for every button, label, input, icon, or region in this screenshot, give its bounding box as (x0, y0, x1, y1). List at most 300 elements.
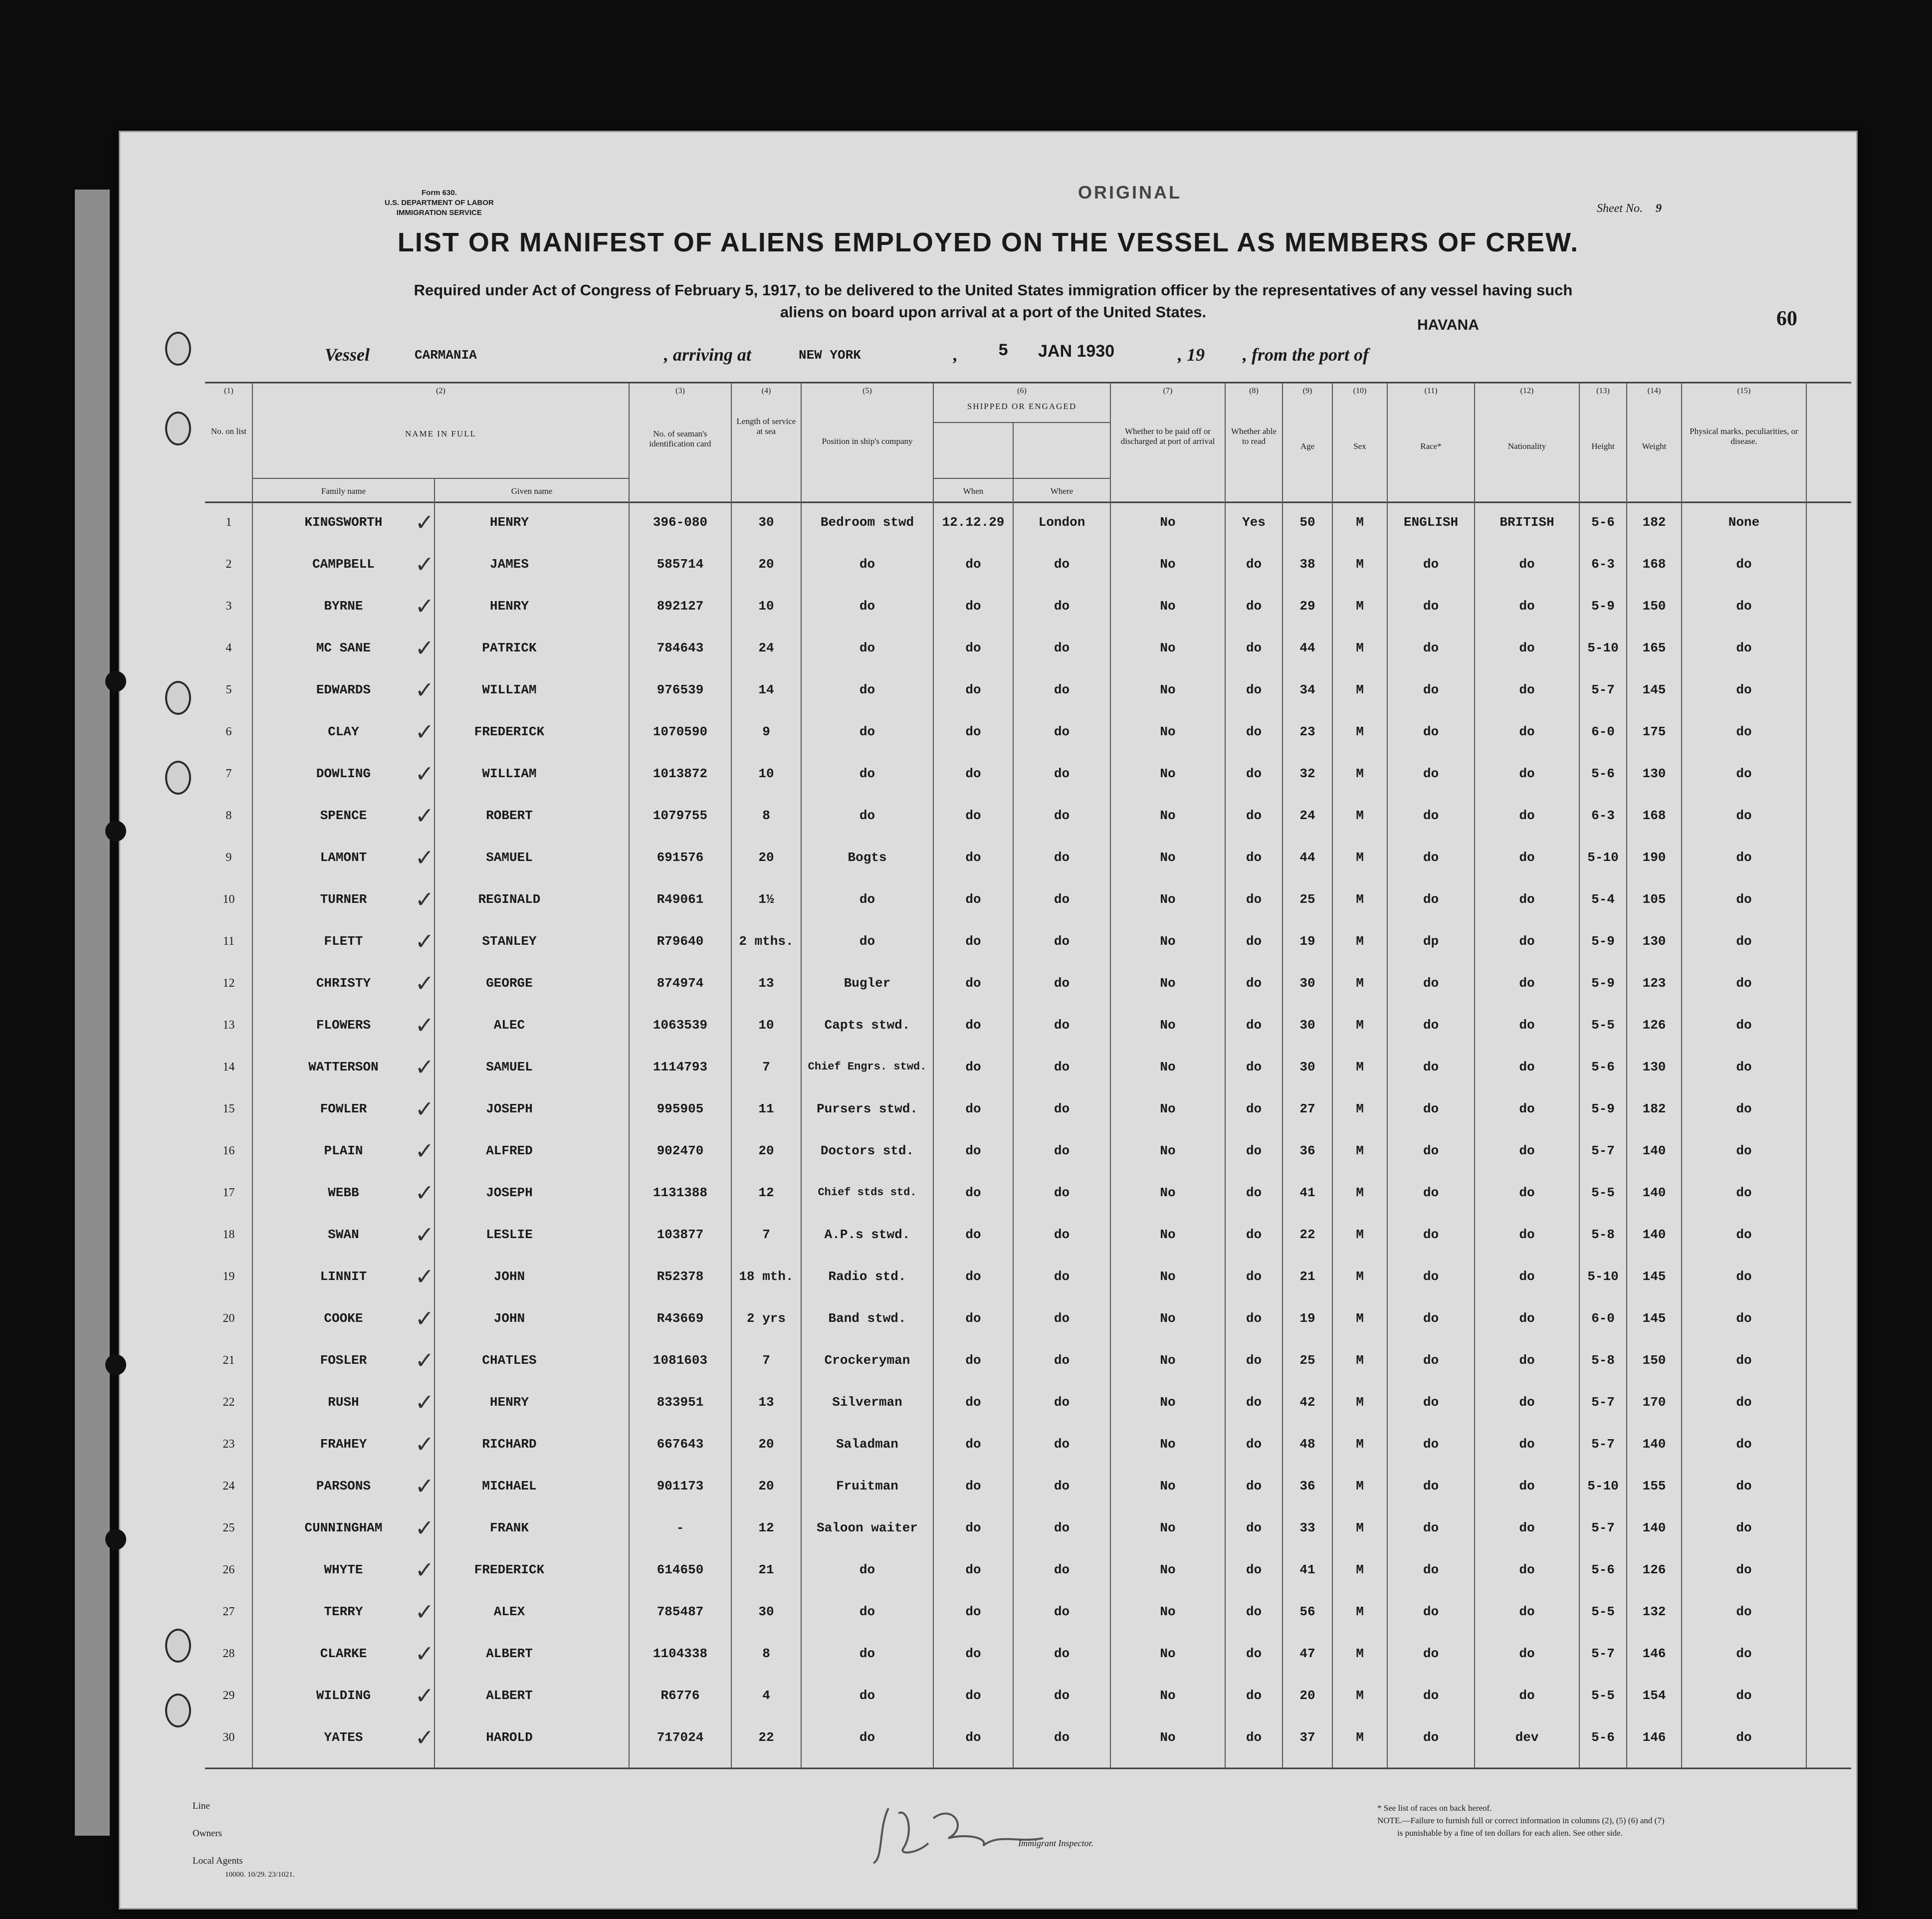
cell-family: WATTERSON (308, 1060, 379, 1074)
column-number: (10) (1353, 387, 1367, 395)
cell-service: 14 (758, 682, 774, 697)
page-number: 60 (1776, 307, 1797, 330)
cell-position: Saladman (836, 1437, 898, 1452)
cell-when: do (965, 1604, 981, 1619)
cell-paid: No (1160, 1227, 1176, 1242)
cell-no: 6 (225, 725, 232, 738)
cell-nationality: do (1519, 557, 1535, 572)
cell-position: Doctors std. (820, 1143, 914, 1158)
cell-paid: No (1160, 1437, 1176, 1452)
cell-read: do (1246, 934, 1262, 949)
cell-race: do (1423, 1060, 1439, 1074)
cell-nationality: do (1519, 1311, 1535, 1326)
cell-when: do (965, 934, 981, 949)
cell-race: do (1423, 682, 1439, 697)
cell-marks: do (1736, 1269, 1752, 1284)
column-number: (11) (1424, 387, 1438, 395)
cell-given: HAROLD (486, 1730, 533, 1745)
checkmark-icon: ✓ (415, 1473, 434, 1499)
cell-given: HENRY (489, 599, 529, 614)
cell-nationality: do (1519, 850, 1535, 865)
cell-family: MC SANE (316, 640, 371, 655)
cell-read: do (1246, 1353, 1262, 1368)
cell-read: do (1246, 1143, 1262, 1158)
cell-read: do (1246, 1688, 1262, 1703)
manifest-page (119, 131, 1858, 1910)
cell-where: do (1054, 850, 1070, 865)
cell-position: do (859, 1604, 875, 1619)
cell-when: do (965, 599, 981, 614)
comma-separator: , (953, 345, 958, 365)
header-age: Age (1300, 441, 1315, 451)
cell-marks: do (1736, 1437, 1752, 1452)
cell-sex: M (1356, 1018, 1364, 1033)
cell-paid: No (1160, 808, 1176, 823)
binder-hole (105, 1529, 126, 1550)
cell-weight: 182 (1642, 515, 1666, 530)
cell-age: 36 (1299, 1479, 1315, 1493)
binder-hole (105, 671, 126, 692)
cell-given: ROBERT (486, 808, 533, 823)
cell-position: Chief stds std. (818, 1186, 917, 1199)
cell-read: do (1246, 1646, 1262, 1661)
cell-read: do (1246, 1520, 1262, 1535)
footer-note-2: is punishable by a fine of ten dollars for each alien. See other side. (1397, 1828, 1623, 1838)
cell-position: Radio std. (828, 1269, 906, 1284)
cell-sex: M (1356, 1437, 1364, 1452)
cell-age: 41 (1299, 1185, 1315, 1200)
cell-marks: do (1736, 1604, 1752, 1619)
cell-position: do (859, 640, 875, 655)
cell-when: do (965, 976, 981, 991)
cell-service: 7 (762, 1227, 770, 1242)
cell-paid: No (1160, 682, 1176, 697)
cell-no: 1 (225, 516, 232, 529)
cell-paid: No (1160, 1730, 1176, 1745)
table-row (205, 1677, 1851, 1714)
vessel-label: Vessel (325, 345, 370, 365)
cell-position: do (859, 1562, 875, 1577)
cell-race: do (1423, 976, 1439, 991)
cell-family: EDWARDS (316, 682, 371, 697)
cell-sex: M (1356, 1688, 1364, 1703)
cell-given: FRANK (489, 1520, 529, 1535)
cell-service: 10 (758, 766, 774, 781)
punch-hole (165, 1629, 191, 1663)
cell-marks: do (1736, 724, 1752, 739)
cell-age: 56 (1299, 1604, 1315, 1619)
checkmark-icon: ✓ (415, 551, 434, 578)
cell-paid: No (1160, 1185, 1176, 1200)
cell-service: 8 (762, 808, 770, 823)
footer-note-1: NOTE.—Failure to furnish full or correct information in columns (2), (5) (6) and (7) (1377, 1816, 1665, 1825)
table-row (205, 1719, 1851, 1756)
cell-height: 5-8 (1591, 1353, 1615, 1368)
cell-card: 717024 (656, 1730, 704, 1745)
cell-height: 5-5 (1591, 1604, 1615, 1619)
cell-weight: 140 (1642, 1520, 1666, 1535)
cell-race: dp (1423, 934, 1439, 949)
cell-position: do (859, 1646, 875, 1661)
table-row (205, 1258, 1851, 1295)
cell-race: do (1423, 1101, 1439, 1116)
cell-race: do (1423, 1562, 1439, 1577)
cell-when: do (965, 766, 981, 781)
cell-where: do (1054, 640, 1070, 655)
cell-nationality: BRITISH (1500, 515, 1554, 530)
cell-age: 21 (1299, 1269, 1315, 1284)
subtitle-line-1: Required under Act of Congress of February 5, 1917, to be delivered to the United States immigration officer by the representatives of any vessel having such (414, 281, 1573, 299)
cell-paid: No (1160, 1688, 1176, 1703)
cell-paid: No (1160, 850, 1176, 865)
cell-card: 1063539 (652, 1018, 708, 1033)
cell-service: 22 (758, 1730, 774, 1745)
cell-nationality: dev (1515, 1730, 1539, 1745)
cell-where: do (1054, 1520, 1070, 1535)
service-name: IMMIGRATION SERVICE (396, 209, 482, 217)
cell-when: do (965, 1479, 981, 1493)
cell-card: 691576 (656, 850, 704, 865)
header-seaman-card: No. of seaman's identification card (649, 429, 711, 448)
cell-race: do (1423, 1018, 1439, 1033)
form-header (385, 188, 494, 218)
cell-marks: do (1736, 1353, 1752, 1368)
cell-marks: do (1736, 1730, 1752, 1745)
cell-race: do (1423, 724, 1439, 739)
cell-sex: M (1356, 1562, 1364, 1577)
cell-read: do (1246, 682, 1262, 697)
cell-where: do (1054, 1688, 1070, 1703)
cell-no: 8 (225, 809, 232, 822)
cell-height: 5-9 (1591, 976, 1615, 991)
cell-read: do (1246, 1604, 1262, 1619)
cell-paid: No (1160, 934, 1176, 949)
cell-where: do (1054, 1269, 1070, 1284)
cell-age: 33 (1299, 1520, 1315, 1535)
cell-given: FREDERICK (474, 724, 545, 739)
cell-height: 5-5 (1591, 1185, 1615, 1200)
header-position: Position in ship's company (822, 436, 913, 446)
header-when: When (963, 486, 984, 496)
table-row (205, 1509, 1851, 1546)
cell-marks: do (1736, 1395, 1752, 1410)
cell-height: 5-9 (1591, 934, 1615, 949)
cell-height: 5-7 (1591, 1520, 1615, 1535)
cell-marks: do (1736, 1227, 1752, 1242)
cell-card: R43669 (656, 1311, 704, 1326)
cell-weight: 126 (1642, 1562, 1666, 1577)
cell-where: do (1054, 557, 1070, 572)
cell-position: Bedroom stwd (820, 515, 914, 530)
column-number: (7) (1163, 387, 1173, 395)
cell-given: MICHAEL (482, 1479, 537, 1493)
inspector-signature (868, 1798, 1048, 1868)
cell-height: 5-7 (1591, 1646, 1615, 1661)
cell-position: Pursers stwd. (817, 1101, 918, 1116)
header-nationality: Nationality (1507, 441, 1546, 451)
cell-nationality: do (1519, 640, 1535, 655)
cell-weight: 145 (1642, 1269, 1666, 1284)
cell-when: do (965, 850, 981, 865)
table-row (205, 1090, 1851, 1127)
cell-position: do (859, 766, 875, 781)
cell-marks: do (1736, 1018, 1752, 1033)
cell-service: 12 (758, 1520, 774, 1535)
original-stamp: ORIGINAL (1078, 182, 1182, 203)
cell-race: ENGLISH (1403, 515, 1459, 530)
cell-service: 1½ (758, 892, 774, 907)
cell-service: 7 (762, 1060, 770, 1074)
cell-position: Fruitman (836, 1479, 898, 1493)
checkmark-icon: ✓ (415, 718, 434, 745)
cell-where: do (1054, 1479, 1070, 1493)
cell-position: Silverman (832, 1395, 902, 1410)
cell-age: 47 (1299, 1646, 1315, 1661)
cell-service: 9 (762, 724, 770, 739)
cell-card: 103877 (656, 1227, 704, 1242)
cell-age: 27 (1299, 1101, 1315, 1116)
cell-no: 5 (225, 683, 232, 696)
cell-no: 22 (222, 1396, 235, 1409)
sheet-label: Sheet No. (1597, 202, 1643, 215)
cell-age: 48 (1299, 1437, 1315, 1452)
cell-race: do (1423, 1353, 1439, 1368)
header-given-name: Given name (511, 486, 553, 496)
cell-paid: No (1160, 1604, 1176, 1619)
cell-service: 12 (758, 1185, 774, 1200)
cell-when: 12.12.29 (942, 515, 1005, 530)
cell-weight: 168 (1642, 557, 1666, 572)
cell-race: do (1423, 1185, 1439, 1200)
cell-paid: No (1160, 892, 1176, 907)
cell-card: 901173 (656, 1479, 704, 1493)
cell-paid: No (1160, 976, 1176, 991)
cell-race: do (1423, 1311, 1439, 1326)
header-physical-marks: Physical marks, peculiarities, or disease. (1690, 426, 1798, 446)
cell-when: do (965, 1101, 981, 1116)
cell-when: do (965, 1646, 981, 1661)
cell-position: do (859, 557, 875, 572)
table-row (205, 923, 1851, 960)
cell-family: WEBB (328, 1185, 359, 1200)
cell-read: do (1246, 1018, 1262, 1033)
cell-weight: 154 (1642, 1688, 1666, 1703)
cell-paid: No (1160, 1395, 1176, 1410)
cell-where: do (1054, 1604, 1070, 1619)
cell-when: do (965, 1562, 981, 1577)
cell-card: 995905 (656, 1101, 704, 1116)
cell-when: do (965, 1227, 981, 1242)
cell-age: 36 (1299, 1143, 1315, 1158)
cell-position: Bugler (844, 976, 891, 991)
cell-race: do (1423, 1227, 1439, 1242)
cell-service: 20 (758, 1437, 774, 1452)
table-row (205, 1049, 1851, 1085)
cell-position: A.P.s stwd. (824, 1227, 910, 1242)
cell-no: 25 (222, 1521, 235, 1534)
cell-sex: M (1356, 1395, 1364, 1410)
checkmark-icon: ✓ (415, 1054, 434, 1080)
cell-service: 13 (758, 976, 774, 991)
cell-no: 17 (222, 1186, 235, 1199)
cell-no: 18 (222, 1228, 235, 1241)
cell-given: HENRY (489, 1395, 529, 1410)
cell-card: R79640 (656, 934, 704, 949)
table-row (205, 797, 1851, 834)
cell-family: CUNNINGHAM (304, 1520, 383, 1535)
cell-age: 34 (1299, 682, 1315, 697)
cell-age: 25 (1299, 1353, 1315, 1368)
cell-sex: M (1356, 557, 1364, 572)
cell-where: do (1054, 682, 1070, 697)
table-row (205, 1426, 1851, 1463)
cell-weight: 126 (1642, 1018, 1666, 1033)
cell-height: 5-9 (1591, 599, 1615, 614)
cell-when: do (965, 1269, 981, 1284)
table-row (205, 1132, 1851, 1169)
cell-marks: do (1736, 766, 1752, 781)
column-number: (5) (862, 387, 872, 395)
cell-given: JAMES (489, 557, 529, 572)
cell-age: 19 (1299, 1311, 1315, 1326)
table-row (205, 1468, 1851, 1504)
cell-marks: do (1736, 599, 1752, 614)
column-number: (14) (1647, 387, 1661, 395)
cell-service: 30 (758, 515, 774, 530)
cell-sex: M (1356, 1227, 1364, 1242)
column-number: (12) (1520, 387, 1534, 395)
cell-sex: M (1356, 599, 1364, 614)
cell-nationality: do (1519, 808, 1535, 823)
table-row (205, 839, 1851, 876)
column-number: (2) (436, 387, 445, 395)
footer-race-note: * See list of races on back hereof. (1377, 1803, 1492, 1813)
cell-no: 23 (222, 1438, 235, 1451)
cell-card: 1104338 (652, 1646, 708, 1661)
cell-sex: M (1356, 515, 1364, 530)
cell-position: do (859, 724, 875, 739)
footer-line-label: Line (193, 1801, 210, 1811)
checkmark-icon: ✓ (415, 1724, 434, 1751)
cell-no: 20 (222, 1312, 235, 1325)
cell-read: do (1246, 808, 1262, 823)
checkmark-icon: ✓ (415, 802, 434, 829)
cell-where: do (1054, 1143, 1070, 1158)
cell-given: JOHN (493, 1269, 525, 1284)
cell-race: do (1423, 1646, 1439, 1661)
cell-sex: M (1356, 1604, 1364, 1619)
header-paid-off: Whether to be paid off or discharged at port of arrival (1120, 426, 1215, 446)
table-row (205, 1174, 1851, 1211)
cell-service: 30 (758, 1604, 774, 1619)
cell-where: do (1054, 1562, 1070, 1577)
cell-height: 5-7 (1591, 1143, 1615, 1158)
cell-read: do (1246, 1185, 1262, 1200)
cell-family: SWAN (328, 1227, 359, 1242)
cell-sex: M (1356, 1730, 1364, 1745)
cell-height: 5-9 (1591, 1101, 1615, 1116)
cell-given: WILLIAM (482, 766, 537, 781)
table-row (205, 1384, 1851, 1421)
cell-family: FOSLER (320, 1353, 367, 1368)
table-row (205, 1342, 1851, 1379)
cell-sex: M (1356, 892, 1364, 907)
cell-age: 25 (1299, 892, 1315, 907)
cell-card: 784643 (656, 640, 704, 655)
cell-where: do (1054, 934, 1070, 949)
sheet-number (1597, 202, 1662, 215)
cell-read: do (1246, 850, 1262, 865)
cell-family: PLAIN (324, 1143, 363, 1158)
cell-read: do (1246, 557, 1262, 572)
cell-read: do (1246, 1269, 1262, 1284)
cell-race: do (1423, 892, 1439, 907)
cell-marks: do (1736, 1311, 1752, 1326)
cell-height: 5-7 (1591, 1395, 1615, 1410)
cell-where: do (1054, 1311, 1070, 1326)
cell-read: do (1246, 599, 1262, 614)
table-row (205, 1007, 1851, 1044)
cell-nationality: do (1519, 1395, 1535, 1410)
checkmark-icon: ✓ (415, 1682, 434, 1709)
crew-table (205, 382, 1851, 1778)
cell-given: ALEC (493, 1018, 525, 1033)
cell-race: do (1423, 1143, 1439, 1158)
cell-family: LAMONT (320, 850, 367, 865)
cell-marks: do (1736, 1520, 1752, 1535)
cell-height: 6-3 (1591, 557, 1615, 572)
cell-card: 585714 (656, 557, 704, 572)
cell-marks: do (1736, 1143, 1752, 1158)
cell-when: do (965, 1353, 981, 1368)
cell-given: SAMUEL (486, 1060, 533, 1074)
cell-given: CHATLES (482, 1353, 537, 1368)
cell-height: 5-4 (1591, 892, 1615, 907)
cell-family: CLARKE (320, 1646, 367, 1661)
cell-family: COOKE (324, 1311, 363, 1326)
cell-height: 5-6 (1591, 1562, 1615, 1577)
cell-marks: None (1728, 515, 1760, 530)
cell-when: do (965, 1395, 981, 1410)
cell-sex: M (1356, 724, 1364, 739)
cell-no: 13 (222, 1019, 235, 1032)
cell-paid: No (1160, 557, 1176, 572)
cell-marks: do (1736, 1646, 1752, 1661)
footer-local-agents-label: Local Agents (193, 1856, 243, 1866)
cell-where: do (1054, 1060, 1070, 1074)
cell-given: ALFRED (486, 1143, 533, 1158)
cell-service: 7 (762, 1353, 770, 1368)
cell-weight: 132 (1642, 1604, 1666, 1619)
checkmark-icon: ✓ (415, 1598, 434, 1625)
cell-position: Capts stwd. (824, 1018, 910, 1033)
cell-race: do (1423, 1395, 1439, 1410)
punch-hole (165, 761, 191, 795)
cell-paid: No (1160, 1060, 1176, 1074)
cell-position: Band stwd. (828, 1311, 906, 1326)
arriving-label: , arriving at (664, 345, 752, 365)
cell-height: 5-10 (1587, 850, 1619, 865)
checkmark-icon: ✓ (415, 676, 434, 703)
arrival-day: 5 (998, 342, 1009, 361)
column-number: (4) (761, 387, 771, 395)
cell-read: do (1246, 1562, 1262, 1577)
table-row (205, 1551, 1851, 1588)
cell-when: do (965, 724, 981, 739)
cell-height: 5-10 (1587, 1269, 1619, 1284)
cell-no: 26 (222, 1563, 235, 1576)
cell-no: 9 (225, 851, 232, 864)
